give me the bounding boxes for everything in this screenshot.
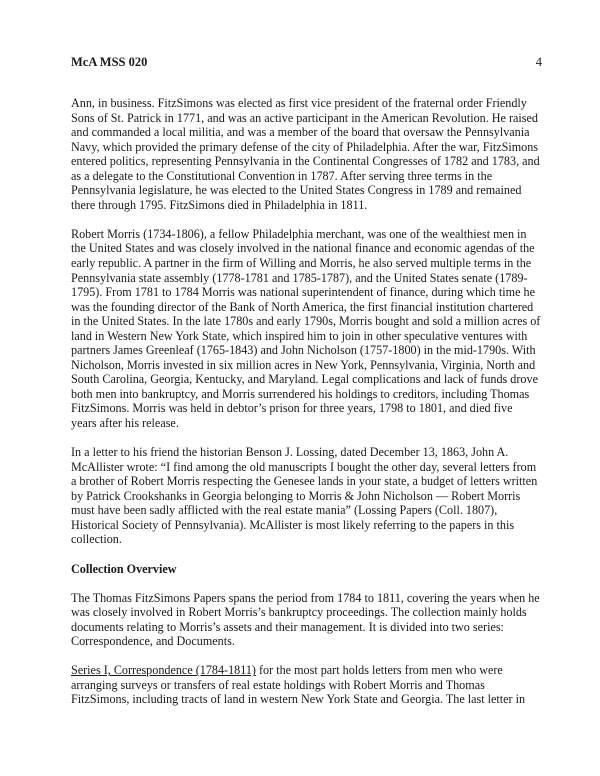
collection-id: McA MSS 020 bbox=[71, 55, 148, 69]
page-header bbox=[71, 55, 542, 70]
series-1-title: Series I, Correspondence (1784-1811) bbox=[71, 663, 256, 678]
page-number: 4 bbox=[535, 55, 542, 69]
paragraph-robert-morris: Robert Morris (1734-1806), a fellow Philadelphia merchant, was one of the wealthiest men in the United States and was closely involved in the national finance and economic agendas of the early republic. A partner in the firm of Willing and Morris, he also served multiple terms in the Pennsylvania state assembly (1778-1781 and 1785-1787), and the United States senate (1789-1795). From 1781 to 1784 Morris was national superintendent of finance, during which time he was the founding director of the Bank of North America, the first financial institution chartered in the United States. In the late 1780s and early 1790s, Morris bought and sold a million acres of land in Western New York State, which inspired him to join in other speculative ventures with partners James Greenleaf (1765-1843) and John Nicholson (1757-1800) in the mid-1790s. With Nicholson, Morris invested in six million acres in New York, Pennsylvania, Virginia, North and South Carolina, Georgia, Kentucky, and Maryland. Legal complications and lack of funds drove both men into bankruptcy, and Morris surrendered his holdings to creditors, including Thomas FitzSimons. Morris was held in debtor’s prison for three years, 1798 to 1801, and died five years after his release. bbox=[71, 226, 541, 431]
paragraph-overview-intro: The Thomas FitzSimons Papers spans the period from 1784 to 1811, covering the years when he was closely involved in Robert Morris’s bankruptcy proceedings. The collection mainly holds documents relating to Morris’s assets and their management. It is divided into two series: Correspondence, and Documents. bbox=[71, 590, 540, 649]
paragraph-fitzsimons-bio: Ann, in business. FitzSimons was elected as first vice president of the fraternal order Friendly Sons of St. Patrick in 1771, and was an active participant in the American Revolution. He raised and commanded a local militia, and was a member of the board that oversaw the Pennsylvania Navy, which provided the primary defense of the city of Philadelphia. After the war, FitzSimons entered politics, representing Pennsylvania in the Continental Congresses of 1782 and 1783, and as a delegate to the Constitutional Convention in 1787. After serving three terms in the Pennsylvania legislature, he was elected to the United States Congress in 1789 and remained there through 1795. FitzSimons died in Philadelphia in 1811. bbox=[71, 96, 540, 212]
paragraph-mcallister-letter: In a letter to his friend the historian Benson J. Lossing, dated December 13, 1863, John A. McAllister wrote: “I find among the old manuscripts I bought the other day, several letters from a brother of Robert Morris respecting the Genesee lands in your state, a budget of letters written by Patrick Crookshanks in Georgia belonging to Morris & John Nicholson — Robert Morris must have been sadly afflicted with the real estate mania” (Lossing Papers (Coll. 1807), Historical Society of Pennsylvania). McAllister is most likely referring to the papers in this collection. bbox=[71, 445, 538, 547]
section-heading-collection-overview: Collection Overview bbox=[71, 561, 177, 576]
paragraph-series-1 bbox=[71, 663, 541, 707]
series-1-description: for the most part holds letters from men who were arranging surveys or transfers of real estate holdings with Robert Morris and Thomas FitzSimons, including tracts of land in western New York State and Georgia. The last letter in bbox=[71, 663, 526, 707]
document-body bbox=[71, 96, 541, 722]
